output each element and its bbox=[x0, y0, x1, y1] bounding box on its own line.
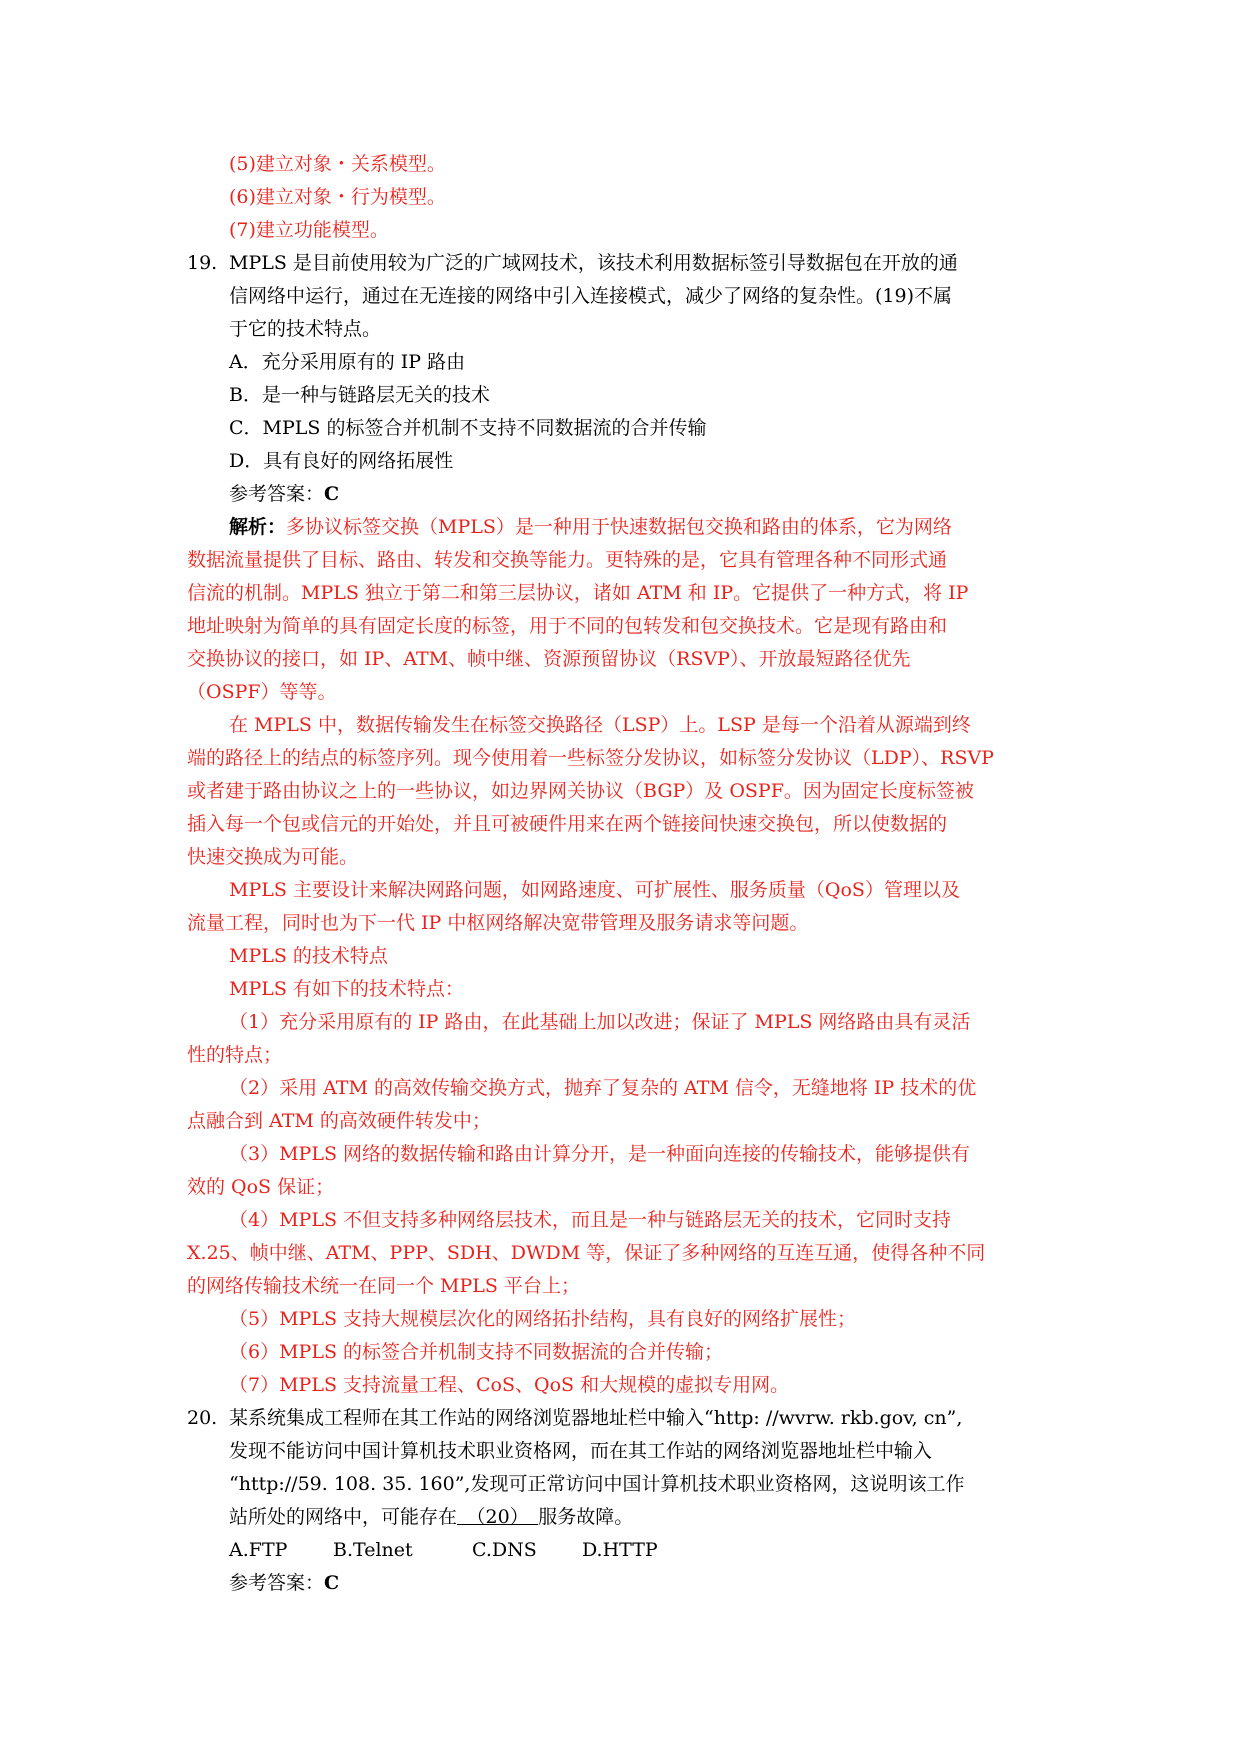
analysis-line: MPLS 主要设计来解决网路问题，如网路速度、可扩展性、服务质量（QoS）管理以及 bbox=[229, 879, 960, 901]
stem-text: 服务故障。 bbox=[538, 1506, 634, 1528]
prev-item: (7)建立功能模型。 bbox=[229, 219, 389, 241]
feature-line: X.25、帧中继、ATM、PPP、SDH、DWDM 等，保证了多种网络的互连互通，使得各种不同 bbox=[187, 1242, 986, 1264]
question-stem-line: “http://59. 108. 35. 160”,发现可正常访问中国计算机技术职业资格网，这说明该工作 bbox=[229, 1473, 965, 1495]
question-stem-line bbox=[229, 1505, 633, 1529]
feature-line: （6）MPLS 的标签合并机制支持不同数据流的合并传输； bbox=[229, 1341, 724, 1363]
analysis-line: 数据流量提供了目标、路由、转发和交换等能力。更特殊的是，它具有管理各种不同形式通 bbox=[187, 549, 948, 571]
feature-line: （2）采用 ATM 的高效传输交换方式，抛弃了复杂的 ATM 信令，无缝地将 IP 技术的优 bbox=[229, 1077, 977, 1099]
prev-item: (6)建立对象・行为模型。 bbox=[229, 186, 446, 208]
answer-line bbox=[229, 482, 339, 506]
question-stem-line: MPLS 是目前使用较为广泛的广域网技术，该技术利用数据标签引导数据包在开放的通 bbox=[229, 252, 958, 274]
analysis-line: 或者建于路由协议之上的一些协议，如边界网关协议（BGP）及 OSPF。因为固定长度标签被 bbox=[187, 780, 974, 802]
analysis-line: 地址映射为简单的具有固定长度的标签，用于不同的包转发和包交换技术。它是现有路由和 bbox=[187, 615, 948, 637]
feature-line: 效的 QoS 保证； bbox=[187, 1176, 335, 1198]
question-stem-line: 发现不能访问中国计算机技术职业资格网，而在其工作站的网络浏览器地址栏中输入 bbox=[229, 1440, 933, 1462]
question-stem-line: 信网络中运行，通过在无连接的网络中引入连接模式，减少了网络的复杂性。(19)不属 bbox=[229, 285, 953, 307]
option-d: D.HTTP bbox=[582, 1539, 658, 1561]
option-b: B.Telnet bbox=[333, 1539, 413, 1561]
analysis-text: 多协议标签交换（MPLS）是一种用于快速数据包交换和路由的体系，它为网络 bbox=[286, 516, 952, 538]
option-d: D．具有良好的网络拓展性 bbox=[229, 450, 454, 472]
feature-line: （1）充分采用原有的 IP 路由，在此基础上加以改进；保证了 MPLS 网络路由具有灵活 bbox=[229, 1011, 971, 1033]
analysis-line: 快速交换成为可能。 bbox=[187, 846, 359, 868]
stem-text: 站所处的网络中，可能存在 bbox=[229, 1506, 458, 1528]
option-a: A．充分采用原有的 IP 路由 bbox=[229, 351, 466, 373]
feature-line: 点融合到 ATM 的高效硬件转发中； bbox=[187, 1110, 491, 1132]
answer-value: C bbox=[324, 483, 340, 505]
question-stem-line: 某系统集成工程师在其工作站的网络浏览器地址栏中输入“http: //wvrw. rkb.gov, cn”, bbox=[229, 1407, 963, 1429]
analysis-line: （OSPF）等等。 bbox=[187, 681, 337, 703]
answer-label: 参考答案： bbox=[229, 483, 325, 505]
prev-item: (5)建立对象・关系模型。 bbox=[229, 153, 446, 175]
answer-label: 参考答案： bbox=[229, 1572, 325, 1594]
question-number: 19. bbox=[187, 252, 218, 274]
analysis-label: 解析： bbox=[229, 516, 287, 538]
analysis-line: 交换协议的接口，如 IP、ATM、帧中继、资源预留协议（RSVP）、开放最短路径优先 bbox=[187, 648, 911, 670]
analysis-line: 插入每一个包或信元的开始处，并且可被硬件用来在两个链接间快速交换包，所以使数据的 bbox=[187, 813, 948, 835]
question-number: 20. bbox=[187, 1407, 218, 1429]
features-title: MPLS 的技术特点 bbox=[229, 945, 388, 967]
answer-value: C bbox=[324, 1572, 340, 1594]
features-intro: MPLS 有如下的技术特点： bbox=[229, 978, 464, 1000]
analysis-line: 在 MPLS 中，数据传输发生在标签交换路径（LSP）上。LSP 是每一个沿着从源端到终 bbox=[229, 714, 971, 736]
feature-line: 性的特点； bbox=[187, 1044, 283, 1066]
feature-line: （4）MPLS 不但支持多种网络层技术，而且是一种与链路层无关的技术，它同时支持 bbox=[229, 1209, 952, 1231]
feature-line: （3）MPLS 网络的数据传输和路由计算分开，是一种面向连接的传输技术，能够提供有 bbox=[229, 1143, 971, 1165]
answer-blank: （20） bbox=[457, 1506, 539, 1528]
option-b: B．是一种与链路层无关的技术 bbox=[229, 384, 490, 406]
feature-line: （7）MPLS 支持流量工程、CoS、QoS 和大规模的虚拟专用网。 bbox=[229, 1374, 790, 1396]
option-a: A.FTP bbox=[229, 1539, 288, 1561]
question-stem-line: 于它的技术特点。 bbox=[229, 318, 382, 340]
analysis-line: 信流的机制。MPLS 独立于第二和第三层协议，诸如 ATM 和 IP。它提供了一种方式，将 IP bbox=[187, 582, 969, 604]
feature-line: 的网络传输技术统一在同一个 MPLS 平台上； bbox=[187, 1275, 580, 1297]
analysis-line bbox=[229, 515, 952, 539]
analysis-line: 端的路径上的结点的标签序列。现今使用着一些标签分发协议，如标签分发协议（LDP）、RSVP bbox=[187, 747, 994, 769]
analysis-line: 流量工程，同时也为下一代 IP 中枢网络解决宽带管理及服务请求等问题。 bbox=[187, 912, 809, 934]
answer-line bbox=[229, 1571, 339, 1595]
option-c: C．MPLS 的标签合并机制不支持不同数据流的合并传输 bbox=[229, 417, 707, 439]
option-c: C.DNS bbox=[472, 1539, 537, 1561]
feature-line: （5）MPLS 支持大规模层次化的网络拓扑结构，具有良好的网络扩展性； bbox=[229, 1308, 857, 1330]
